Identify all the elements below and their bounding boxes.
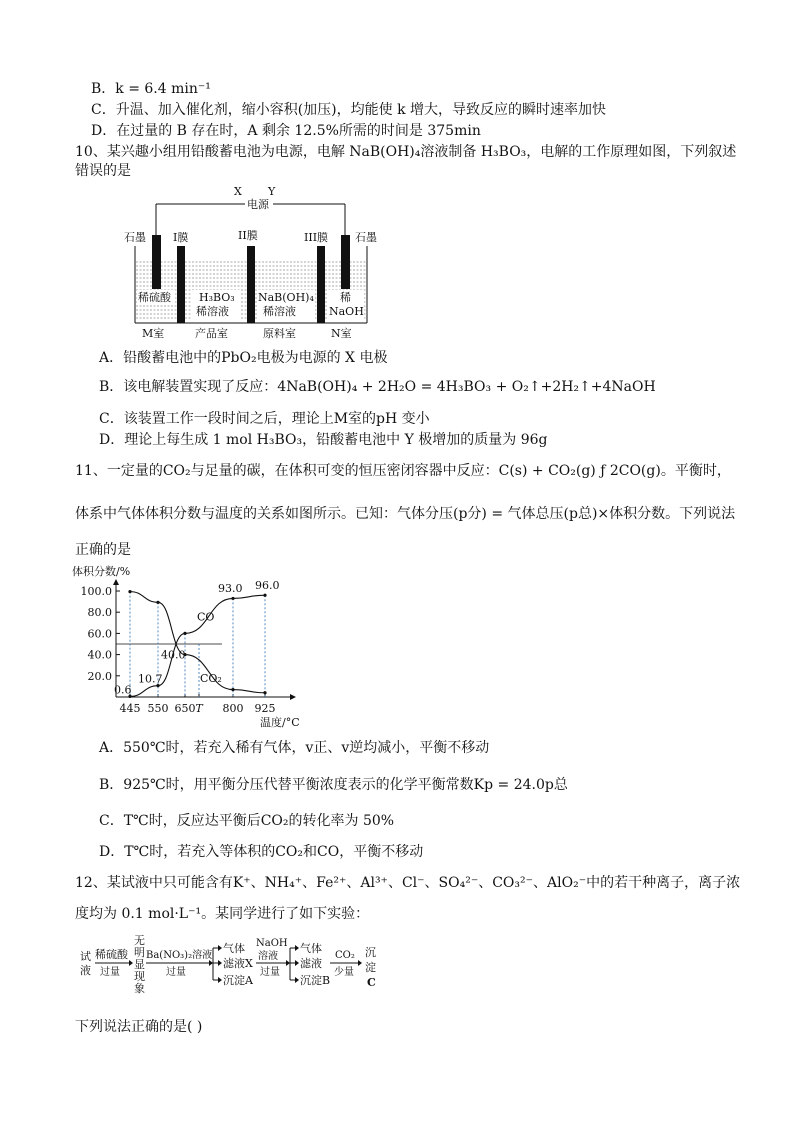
series-co2-point	[231, 688, 234, 691]
question-11-stem: 11、一定量的CO₂与足量的碳，在体积可变的恒压密闭容器中反应：C(s) + CO₂(g) ƒ 2CO(g)。平衡时，	[75, 463, 731, 479]
flow-sample-2: 液	[80, 964, 91, 977]
series-co2-point	[263, 691, 266, 694]
flow-precipitate-c-3: C	[367, 976, 376, 989]
y-tick-label: 100.0	[80, 585, 112, 598]
membrane-2	[247, 246, 255, 323]
right-graphite-electrode	[341, 235, 350, 289]
membrane-2-label: II膜	[238, 229, 258, 242]
flow-precipitate-c-1: 沉	[365, 946, 376, 959]
flow-gas-2: 气体	[300, 942, 322, 955]
annotation-96: 96.0	[255, 579, 280, 593]
flow-reagent-naoh-solution: 溶液	[258, 951, 278, 962]
option-c-q11: C．T℃时，反应达平衡后CO₂的转化率为 50%	[99, 813, 395, 829]
membrane-1-label: I膜	[173, 231, 189, 244]
flow-obs-5: 象	[134, 982, 145, 995]
solution-naoh: NaOH	[329, 305, 364, 318]
series-co-point	[183, 632, 186, 635]
x-tick-label: 925	[254, 702, 276, 715]
flow-obs-2: 明	[134, 946, 145, 959]
flow-filtrate-2: 滤液	[300, 957, 322, 970]
option-d-q9: D．在过量的 B 存在时，A 剩余 12.5%所需的时间是 375min	[91, 123, 481, 139]
series-co2-point	[156, 601, 159, 604]
series-co2-label: CO₂	[200, 672, 222, 686]
membrane-3-label: III膜	[304, 231, 329, 244]
series-co2-point	[128, 590, 131, 593]
room-product-label: 产品室	[195, 327, 228, 340]
option-a-q11: A．550℃时，若充入稀有气体，v正、v逆均减小，平衡不移动	[99, 740, 490, 756]
flow-cond-small-amount: 少量	[334, 967, 354, 978]
y-axis-arrow	[113, 579, 119, 585]
flow-filtrate-x: 滤液X	[223, 957, 253, 970]
question-12-stem-cont: 度均为 0.1 mol·L⁻¹。某同学进行了如下实验：	[75, 906, 370, 922]
option-d-q11: D．T℃时，若充入等体积的CO₂和CO，平衡不移动	[99, 844, 424, 860]
x-tick-label: 800	[222, 702, 244, 715]
series-co-point	[231, 597, 234, 600]
question-11-stem-cont: 体系中气体体积分数与温度的关系如图所示。已知：气体分压(p分) = 气体总压(p总)×体积分数。下列说法	[75, 506, 736, 522]
solution-nab-oh-4-dilute: 稀溶液	[263, 305, 296, 318]
series-co-point	[263, 594, 266, 597]
pole-x-label: X	[234, 185, 242, 198]
room-feed-label: 原料室	[263, 327, 296, 340]
room-n-label: N室	[331, 327, 352, 340]
volume-fraction-chart	[72, 563, 312, 733]
x-tick-label: 445	[119, 702, 141, 715]
solution-dilute: 稀	[340, 291, 351, 304]
question-12-stem: 12、某试液中只可能含有K⁺、NH₄⁺、Fe²⁺、Al³⁺、Cl⁻、SO₄²⁻、CO₃²⁻、AlO₂⁻中的若干种离子，离子浓	[75, 875, 741, 891]
option-d-q10: D．理论上每生成 1 mol H₃BO₃，铅酸蓄电池中 Y 极增加的质量为 96g	[99, 432, 548, 448]
graphite-right-label: 石墨	[355, 231, 377, 244]
flow-cond-excess-3: 过量	[260, 967, 280, 978]
annotation-40: 40.0	[161, 648, 186, 662]
flow-cond-excess-2: 过量	[166, 967, 186, 978]
left-graphite-electrode	[152, 235, 161, 289]
flow-obs-4: 现	[134, 970, 145, 983]
option-c-q9: C．升温、加入催化剂，缩小容积(加压)，均能使 k 增大，导致反应的瞬时速率加快	[91, 102, 607, 118]
x-tick-label: 650	[174, 702, 196, 715]
y-tick-label: 20.0	[87, 669, 112, 683]
series-co-label: CO	[197, 610, 215, 624]
option-b-q10: B．该电解装置实现了反应：4NaB(OH)₄ + 2H₂O = 4H₃BO₃ + O₂↑+2H₂↑+4NaOH	[99, 379, 656, 395]
flow-reagent-naoh: NaOH	[256, 938, 288, 949]
solution-dilute-sulfuric-acid: 稀硫酸	[138, 291, 171, 304]
question-10-stem-cont: 错误的是	[75, 163, 131, 179]
flow-precipitate-b: 沉淀B	[300, 974, 331, 987]
y-axis-label: 体积分数/%	[72, 565, 131, 578]
annotation-10-7: 10.7	[138, 672, 163, 686]
experiment-flowchart	[76, 932, 396, 1002]
flow-sample-1: 试	[80, 950, 91, 963]
membrane-3	[317, 246, 325, 323]
y-tick-label: 80.0	[87, 606, 112, 620]
question-10-stem: 10、某兴趣小组用铅酸蓄电池为电源，电解 NaB(OH)₄溶液制备 H₃BO₃，电解的工作原理如图，下列叙述	[75, 144, 737, 160]
option-a-q10: A．铅酸蓄电池中的PbO₂电极为电源的 X 电极	[99, 350, 388, 366]
x-tick-label: T	[195, 702, 203, 715]
option-c-q10: C．该装置工作一段时间之后，理论上M室的pH 变小	[99, 411, 430, 427]
option-b-q11: B．925℃时，用平衡分压代替平衡浓度表示的化学平衡常数Kp = 24.0p总	[99, 777, 568, 793]
y-tick-label: 60.0	[87, 627, 112, 641]
flow-cond-excess-1: 过量	[100, 967, 120, 978]
flow-gas-1: 气体	[223, 942, 245, 955]
annotation-93: 93.0	[218, 582, 243, 596]
flow-reagent-sulfuric: 稀硫酸	[95, 948, 128, 961]
x-axis-arrow	[290, 694, 296, 700]
membrane-1	[177, 246, 185, 323]
electrolysis-diagram	[110, 180, 400, 345]
graphite-left-label: 石墨	[124, 231, 146, 244]
solution-nab-oh-4: NaB(OH)₄	[258, 291, 314, 304]
flow-reagent-barium-nitrate: Ba(NO₃)₂溶液	[146, 950, 213, 961]
flow-reagent-co2: CO₂	[335, 950, 355, 961]
room-m-label: M室	[142, 327, 165, 340]
annotation-0-6: 0.6	[114, 683, 132, 697]
pole-y-label: Y	[268, 185, 276, 198]
x-tick-label: 550	[147, 702, 169, 715]
flow-obs-3: 显	[134, 958, 145, 971]
question-12-prompt: 下列说法正确的是( )	[75, 1019, 203, 1035]
flow-precipitate-a: 沉淀A	[223, 974, 253, 987]
flow-obs-1: 无	[134, 934, 145, 947]
x-axis-label: 温度/°C	[260, 716, 300, 729]
solution-h3bo3: H₃BO₃	[199, 291, 235, 304]
y-tick-label: 40.0	[87, 648, 112, 662]
flow-precipitate-c-2: 淀	[365, 961, 376, 974]
question-11-stem-cont2: 正确的是	[75, 542, 131, 558]
option-b-q9: B．k = 6.4 min⁻¹	[91, 81, 211, 97]
power-source-label: 电源	[247, 198, 269, 211]
solution-h3bo3-dilute: 稀溶液	[196, 305, 229, 318]
